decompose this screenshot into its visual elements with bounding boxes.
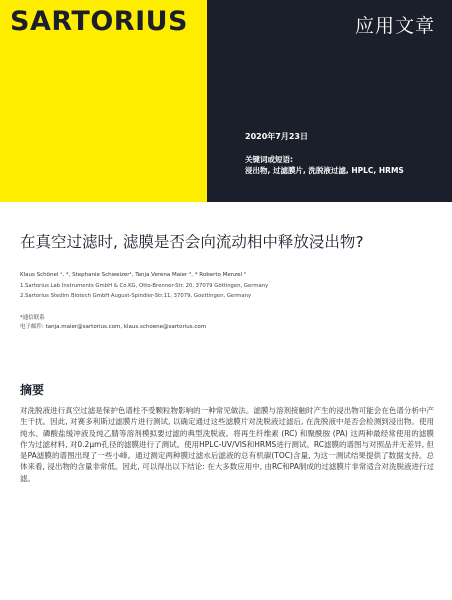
- publication-date: 2020年7月23日: [245, 132, 308, 141]
- abstract-heading: 摘要: [20, 383, 45, 397]
- cover-header: [0, 0, 452, 202]
- sartorius-logo: SARTORIUS: [10, 6, 188, 37]
- author-list: Klaus Schönel ¹, *, Stephanie Schweizer¹, Tanja Verena Maier ², * Roberto Menzel ²: [20, 272, 246, 278]
- brand-panel: [0, 0, 207, 202]
- document-type: 应用文章: [355, 15, 436, 37]
- affiliation-2: 2.Sartorius Stedim Biotech GmbH August-Spindler-Str.11, 37079, Goettingen, Germany: [20, 293, 252, 299]
- keywords-label: 关键词或短语:: [245, 155, 293, 164]
- keywords-list: 浸出物, 过滤膜片, 洗脱液过滤, HPLC, HRMS: [245, 166, 404, 175]
- abstract-text: 对洗脱液进行真空过滤是保护色谱柱不受颗粒物影响的一种常见做法。滤膜与溶剂接触时产生的浸出物可能会在色谱分析中产生干扰。因此, 对赛多利斯过滤膜片进行测试, 以确定通过这些滤膜片对洗脱液过滤后, 在洗脱液中是否会检测到浸出物。使用纯水、磷酸盐缓冲液及纯乙腈等溶剂模拟要过滤的典型洗脱液。将再生纤维素 (RC) 和聚酰胺 (PA) 这两种最经常使用的滤膜作为过滤材料, 对0.2μm孔径的滤膜进行了测试。使用HPLC-UV/VIS和HRMS进行测试。RC滤膜的谱图与对照品并无差异, 但是PA滤膜的谱图出现了一些小峰。通过测定两种膜过滤水后滤液的总有机碳(TOC)含量, 为这一测试结果提供了数据支持。总体来看, 浸出物的含量非常低。因此, 可以得出以下结论: 在大多数应用中, 由RC和PA制成的过滤膜片非常适合对洗脱液进行过滤。: [20, 406, 434, 483]
- affiliation-1: 1.Sartorius Lab Instruments GmbH & Co.KG, Otto-Brenner-Str. 20, 37079 Göttingen, Germany: [20, 283, 269, 289]
- correspondence-label: *通信联系: [20, 315, 45, 321]
- article-title: 在真空过滤时, 滤膜是否会向流动相中释放浸出物?: [20, 233, 364, 251]
- correspondence-email: 电子邮件: tanja.maier@sartorius.com, klaus.schoene@sartorius.com: [20, 324, 207, 330]
